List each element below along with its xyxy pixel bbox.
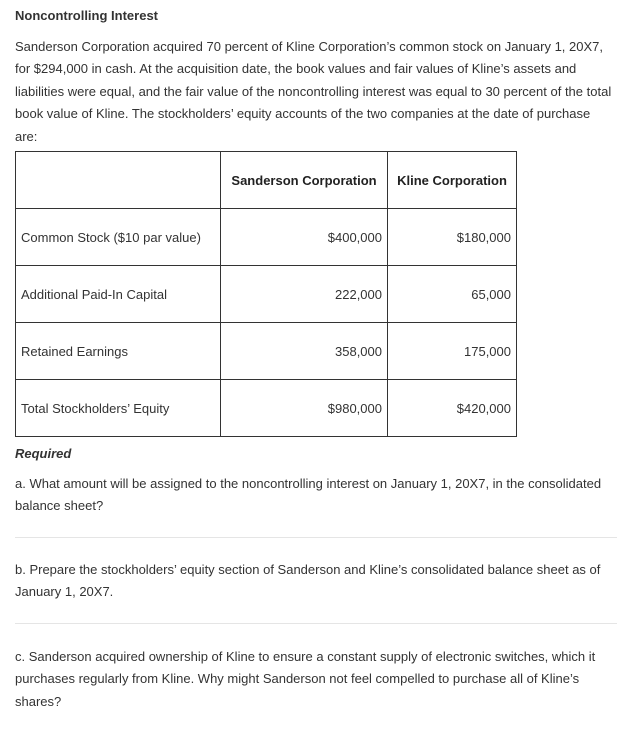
question-c: c. Sanderson acquired ownership of Kline to ensure a constant supply of electronic switches, which it purchases regularly from Kline. Why might Sanderson not feel compelled to purchase all of Kline’s shares? [15,649,596,709]
table-row [16,266,517,323]
table-cell: 65,000 [388,266,517,323]
table-cell: $420,000 [388,380,517,437]
table-header-cell: Sanderson Corporation [221,152,388,209]
divider [15,537,617,538]
table-cell: $400,000 [221,209,388,266]
divider [15,623,617,624]
table-cell: Additional Paid-In Capital [16,266,221,323]
question-a: a. What amount will be assigned to the noncontrolling interest on January 1, 20X7, in the consolidated balance sheet? [15,476,602,514]
table-cell: 222,000 [221,266,388,323]
table-row [16,323,517,380]
table-cell: $180,000 [388,209,517,266]
problem-title: Noncontrolling Interest [15,8,158,23]
table-header-cell: Kline Corporation [388,152,517,209]
table-row [16,209,517,266]
table-row [16,380,517,437]
table-header-cell [16,152,221,209]
equity-table [15,151,517,437]
table-cell: 358,000 [221,323,388,380]
problem-intro: Sanderson Corporation acquired 70 percent of Kline Corporation’s common stock on January 1, 20X7, for $294,000 in cash. At the acquisition date, the book values and fair values of Kline’s assets and liabilities were equal, and the fair value of the noncontrolling interest was equal to 30 percent of the total book value of Kline. The stockholders’ equity accounts of the two companies at the date of purchase are: [15,39,612,144]
table-cell: 175,000 [388,323,517,380]
table-cell: $980,000 [221,380,388,437]
table-cell: Retained Earnings [16,323,221,380]
table-cell: Total Stockholders’ Equity [16,380,221,437]
question-b: b. Prepare the stockholders’ equity section of Sanderson and Kline’s consolidated balance sheet as of January 1, 20X7. [15,562,601,600]
required-heading: Required [15,446,72,461]
table-cell: Common Stock ($10 par value) [16,209,221,266]
table-header-row [16,152,517,209]
